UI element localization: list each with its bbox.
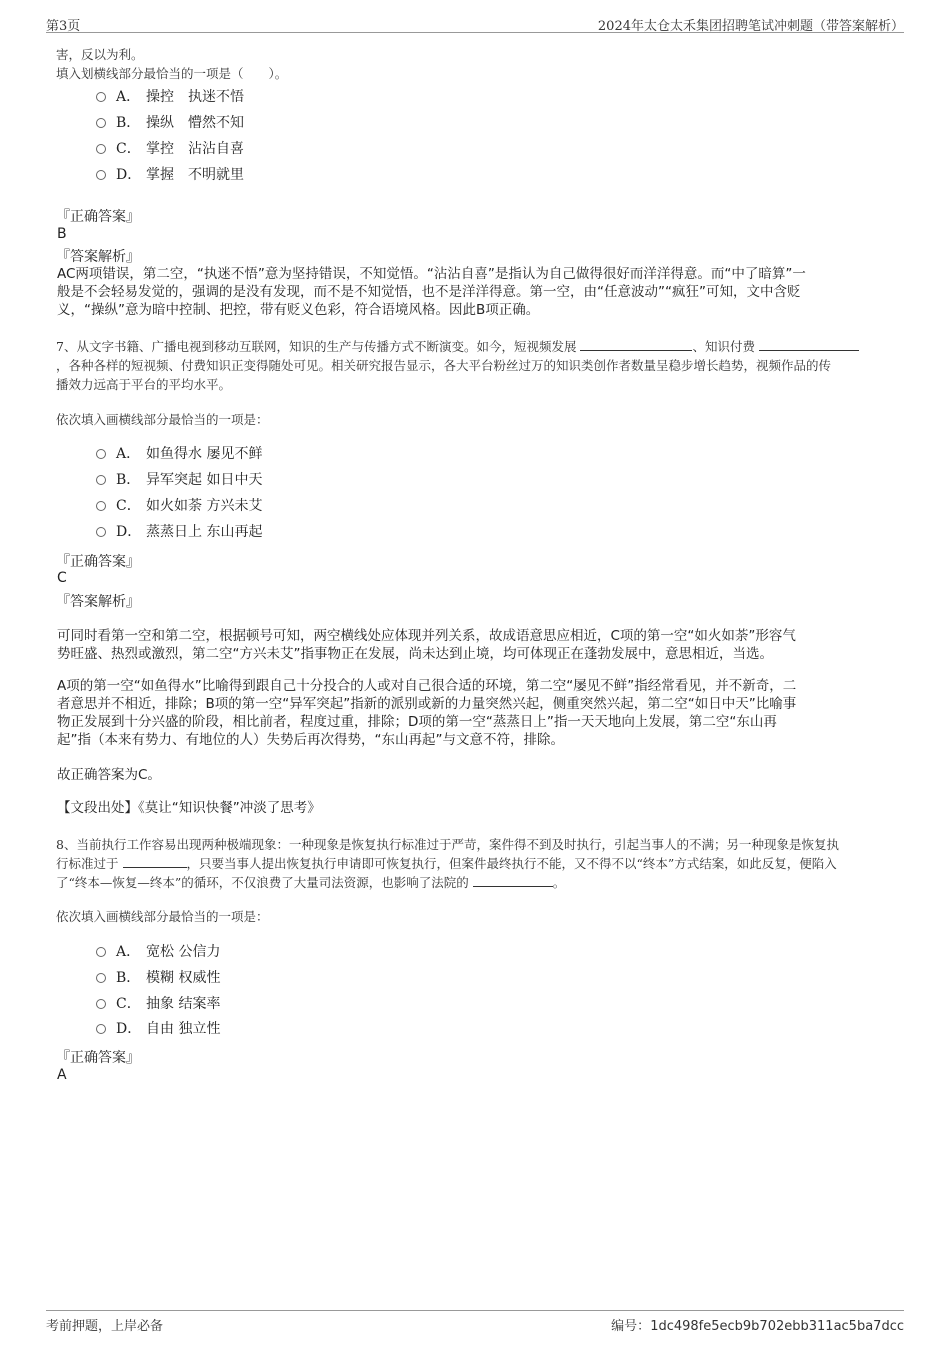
radio-icon[interactable] (96, 947, 106, 957)
q8-stem: 8、当前执行工作容易出现两种极端现象：一种现象是恢复执行标准过于严苛，案件得不到及时执行，引起当事人的不满；另一种现象是恢复执 行标准过于 ，只要当事人提出恢复执行申请即可恢复执行，但案件最终执行不能，又不得不以“终本”方式结案，如此反复，便陷入 了“终本—恢复—终本”的循环，不仅浪费了大量司法资源，也影响了法院的 。 (56, 837, 839, 890)
page-footer (46, 1310, 904, 1335)
q7-answer: C (57, 570, 67, 586)
q6-prompt: 填入划横线部分最恰当的一项是（ ）。 (56, 66, 288, 81)
q7-source: 【文段出处】《莫让“知识快餐”冲淡了思考》 (57, 800, 321, 816)
q7-option-b[interactable]: B． 异军突起 如日中天 (96, 470, 262, 490)
radio-icon[interactable] (96, 527, 106, 537)
q8-option-b[interactable]: B． 模糊 权威性 (96, 968, 220, 988)
radio-icon[interactable] (96, 973, 106, 983)
radio-icon[interactable] (96, 92, 106, 102)
blank-line (473, 874, 553, 887)
radio-icon[interactable] (96, 475, 106, 485)
radio-icon[interactable] (96, 999, 106, 1009)
blank-line (759, 338, 859, 351)
radio-icon[interactable] (96, 1024, 106, 1034)
q6-option-c[interactable]: C． 掌控 沾沾自喜 (96, 139, 244, 159)
q7-analysis-para-2: A项的第一空“如鱼得水”比喻得到跟自己十分投合的人或对自己很合适的环境，第二空“屡见不鲜”指经常看见，并不新奇，二 者意思并不相近，排除；B项的第一空“异军突起”指新的派别或新的力量突然兴起，侧重突然兴起，第二空“如日中天”比喻事 物正发展到十分兴盛的阶段，相比前者，程度过重，排除；D项的第一空“蒸蒸日上”指一天天地向上发展，第二空“东山再 起”指（本来有势力、有地位的人）失势后再次得势，“东山再起”与文意不符，排除。 (57, 678, 797, 748)
q7-option-d[interactable]: D． 蒸蒸日上 东山再起 (96, 522, 262, 542)
q7-conclusion: 故正确答案为C。 (57, 767, 161, 783)
page-number: 第3页 (46, 19, 81, 34)
q6-stem-tail: 害，反以为利。 (56, 47, 144, 62)
q8-answer: A (57, 1067, 67, 1083)
q7-prompt: 依次填入画横线部分最恰当的一项是： (56, 412, 269, 427)
blank-line (123, 855, 187, 868)
q6-answer: B (57, 226, 67, 242)
q6-answer-label: 『正确答案』 (56, 209, 140, 225)
radio-icon[interactable] (96, 118, 106, 128)
q7-answer-label: 『正确答案』 (56, 554, 140, 570)
q8-prompt: 依次填入画横线部分最恰当的一项是： (56, 909, 269, 924)
footer-slogan: 考前押题，上岸必备 (46, 1319, 164, 1334)
radio-icon[interactable] (96, 449, 106, 459)
q6-analysis: AC两项错误，第二空，“执迷不悟”意为坚持错误，不知觉悟。“沾沾自喜”是指认为自己做得很好而洋洋得意。而“中了暗算”一 般是不会轻易发觉的，强调的是没有发现，而不是不知觉悟，也不是洋洋得意。第一空，由“任意波动”“疯狂”可知，文中含贬 义，“操纵”意为暗中控制、把控，带有贬义色彩，符合语境风格。因此B项正确。 (57, 266, 806, 318)
q8-answer-label: 『正确答案』 (56, 1050, 140, 1066)
q7-analysis-para-1: 可同时看第一空和第二空，根据顿号可知，两空横线处应体现并列关系，故成语意思应相近，C项的第一空“如火如荼”形容气 势旺盛、热烈或激烈，第二空“方兴未艾”指事物正在发展，尚未达到止境，均可体现正在蓬勃发展中，意思相近，当选。 (57, 628, 796, 662)
q8-option-d[interactable]: D． 自由 独立性 (96, 1019, 220, 1039)
page-header (46, 12, 904, 33)
blank-line (580, 338, 692, 351)
q8-option-a[interactable]: A． 宽松 公信力 (96, 942, 220, 962)
radio-icon[interactable] (96, 501, 106, 511)
q7-stem: 7、从文字书籍、广播电视到移动互联网，知识的生产与传播方式不断演变。如今，短视频发展 、知识付费 ，各种各样的短视频、付费知识正变得随处可见。相关研究报告显示，各大平台粉丝过万的知识类创作者数量呈稳步增长趋势，视频作品的传 播效力远高于平台的平均水平。 (56, 337, 896, 394)
q6-option-b[interactable]: B． 操纵 懵然不知 (96, 113, 244, 133)
q8-option-c[interactable]: C． 抽象 结案率 (96, 994, 220, 1014)
q7-option-c[interactable]: C． 如火如荼 方兴未艾 (96, 496, 262, 516)
document-title: 2024年太仓太禾集团招聘笔试冲刺题（带答案解析） (597, 19, 904, 34)
q6-option-d[interactable]: D． 掌握 不明就里 (96, 165, 244, 185)
q7-option-a[interactable]: A． 如鱼得水 屡见不鲜 (96, 444, 262, 464)
radio-icon[interactable] (96, 144, 106, 154)
q6-analysis-label: 『答案解析』 (56, 249, 140, 265)
radio-icon[interactable] (96, 170, 106, 180)
q7-analysis-label: 『答案解析』 (56, 594, 140, 610)
q6-option-a[interactable]: A． 操控 执迷不悟 (96, 87, 244, 107)
document-code: 编号：1dc498fe5ecb9b702ebb311ac5ba7dcc (611, 1319, 904, 1334)
